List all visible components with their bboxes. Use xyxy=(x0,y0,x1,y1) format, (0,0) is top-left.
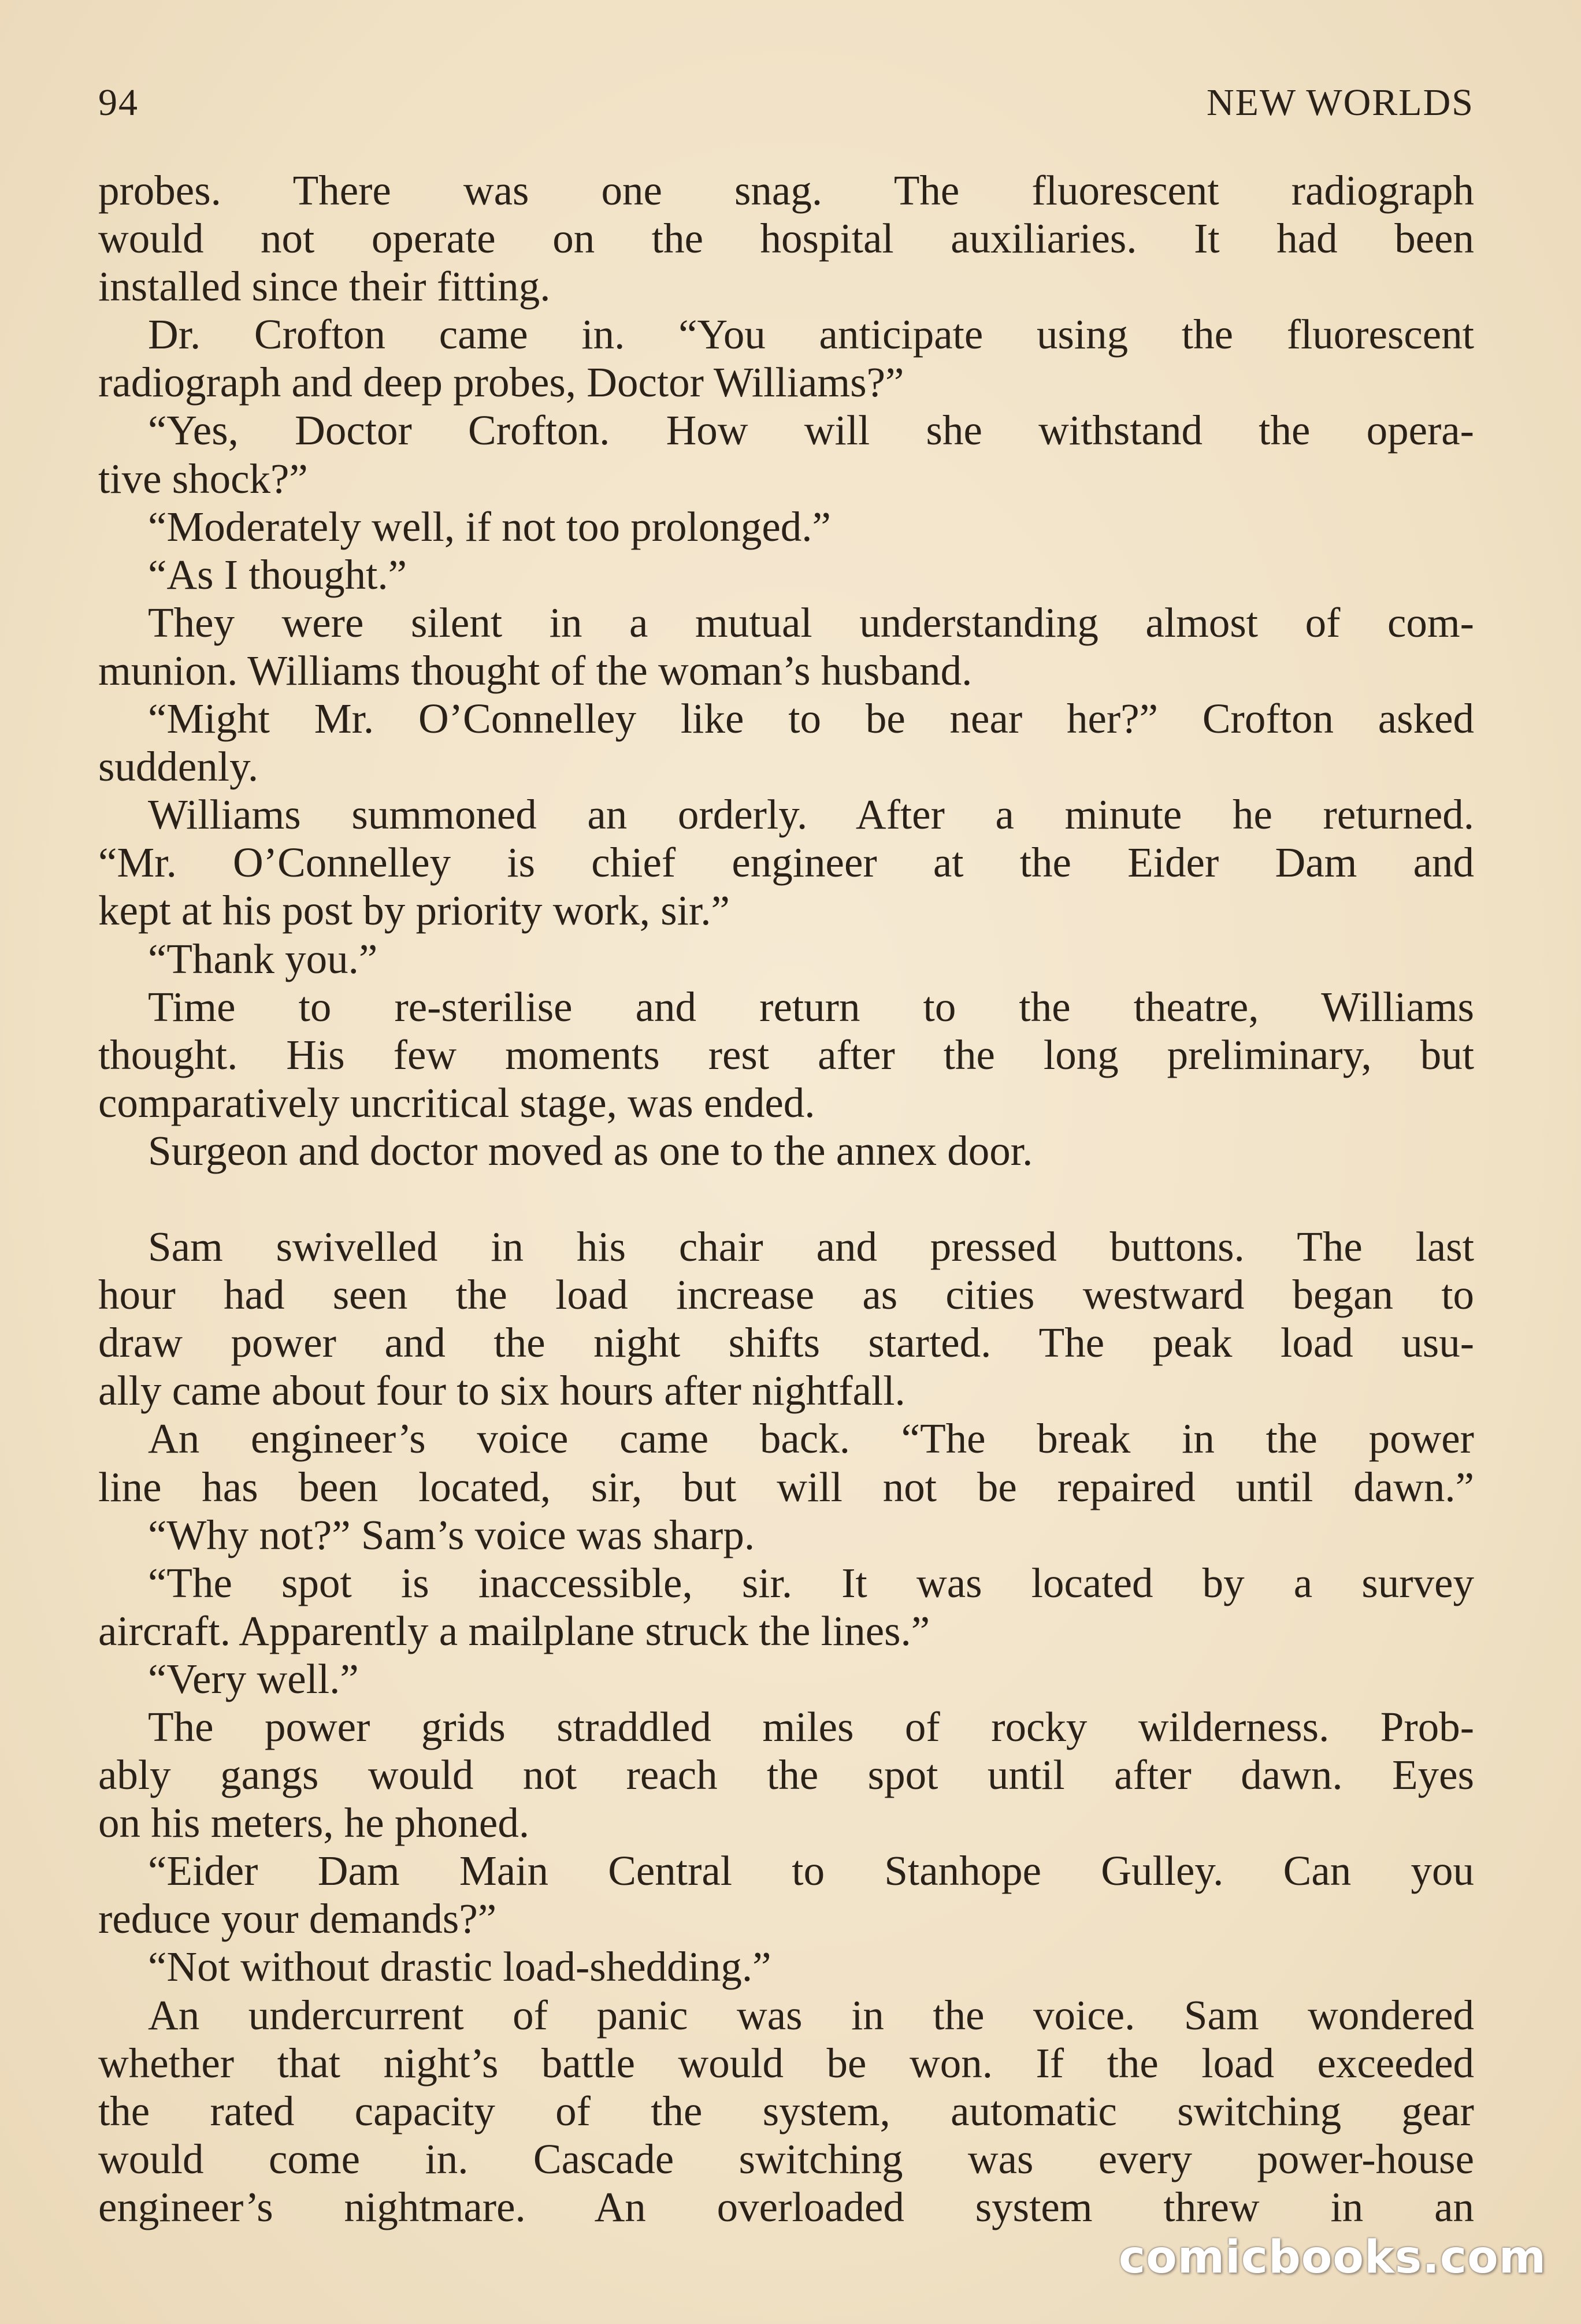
text-line: radiograph and deep probes, Doctor Williams?” xyxy=(98,359,904,406)
text-line: “Yes, Doctor Crofton. How will she withstand the opera- xyxy=(148,407,1474,454)
text-line: “Why not?” Sam’s voice was sharp. xyxy=(148,1511,755,1558)
page-number: 94 xyxy=(98,81,139,124)
text-line: Sam swivelled in his chair and pressed buttons. The last xyxy=(148,1223,1474,1271)
text-line: “Thank you.” xyxy=(148,935,378,982)
text-line: Time to re-sterilise and return to the theatre, Williams xyxy=(148,983,1474,1030)
text-line: aircraft. Apparently a mailplane struck the lines.” xyxy=(98,1607,930,1654)
text-line: An engineer’s voice came back. “The break in the power xyxy=(148,1415,1474,1462)
text-line: “Mr. O’Connelley is chief engineer at the Eider Dam and xyxy=(98,839,1474,886)
running-title: NEW WORLDS xyxy=(1206,81,1474,124)
text-line: munion. Williams thought of the woman’s husband. xyxy=(98,647,973,694)
section-break xyxy=(98,1175,1474,1223)
text-line: ally came about four to six hours after nightfall. xyxy=(98,1367,905,1415)
text-line: would not operate on the hospital auxiliaries. It had been xyxy=(98,215,1474,262)
text-line: “The spot is inaccessible, sir. It was located by a survey xyxy=(148,1559,1474,1606)
text-line: comparatively uncritical stage, was ended. xyxy=(98,1079,815,1126)
text-line: kept at his post by priority work, sir.” xyxy=(98,887,730,934)
text-line: hour had seen the load increase as cities westward began to xyxy=(98,1271,1474,1319)
text-line: Surgeon and doctor moved as one to the annex door. xyxy=(148,1127,1033,1174)
text-line: Williams summoned an orderly. After a minute he returned. xyxy=(148,791,1474,838)
text-line: line has been located, sir, but will not be repaired until dawn.” xyxy=(98,1463,1474,1510)
text-line: The power grids straddled miles of rocky wilderness. Prob- xyxy=(148,1703,1474,1750)
text-line: “Very well.” xyxy=(148,1655,359,1702)
text-line: “Moderately well, if not too prolonged.” xyxy=(148,503,831,550)
text-line: probes. There was one snag. The fluorescent radiograph xyxy=(98,167,1474,214)
text-line: ably gangs would not reach the spot until after dawn. Eyes xyxy=(98,1751,1474,1799)
text-line: installed since their fitting. xyxy=(98,263,551,310)
text-line: Dr. Crofton came in. “You anticipate using the fluorescent xyxy=(148,311,1474,358)
text-line: would come in. Cascade switching was every power-house xyxy=(98,2135,1474,2182)
text-line: the rated capacity of the system, automatic switching gear xyxy=(98,2087,1474,2134)
text-line: engineer’s nightmare. An overloaded system threw in an xyxy=(98,2183,1474,2230)
body-text xyxy=(98,166,1474,2231)
text-line: draw power and the night shifts started. The peak load usu- xyxy=(98,1319,1474,1367)
text-line: “Not without drastic load-shedding.” xyxy=(148,1943,771,1991)
text-line: on his meters, he phoned. xyxy=(98,1799,530,1847)
text-line: whether that night’s battle would be won. If the load exceeded xyxy=(98,2039,1474,2087)
text-line: tive shock?” xyxy=(98,455,308,502)
watermark-logo: comicbooks.com xyxy=(1118,2232,1546,2284)
text-line: “Might Mr. O’Connelley like to be near her?” Crofton asked xyxy=(148,695,1474,743)
text-line: “As I thought.” xyxy=(148,551,407,598)
text-line: “Eider Dam Main Central to Stanhope Gulley. Can you xyxy=(148,1847,1474,1895)
text-line: An undercurrent of panic was in the voice. Sam wondered xyxy=(148,1991,1474,2039)
text-line: thought. His few moments rest after the long preliminary, but xyxy=(98,1031,1474,1078)
text-line: suddenly. xyxy=(98,743,259,790)
text-line: reduce your demands?” xyxy=(98,1895,497,1943)
text-line: They were silent in a mutual understanding almost of com- xyxy=(148,599,1474,646)
page-header xyxy=(98,81,1474,133)
